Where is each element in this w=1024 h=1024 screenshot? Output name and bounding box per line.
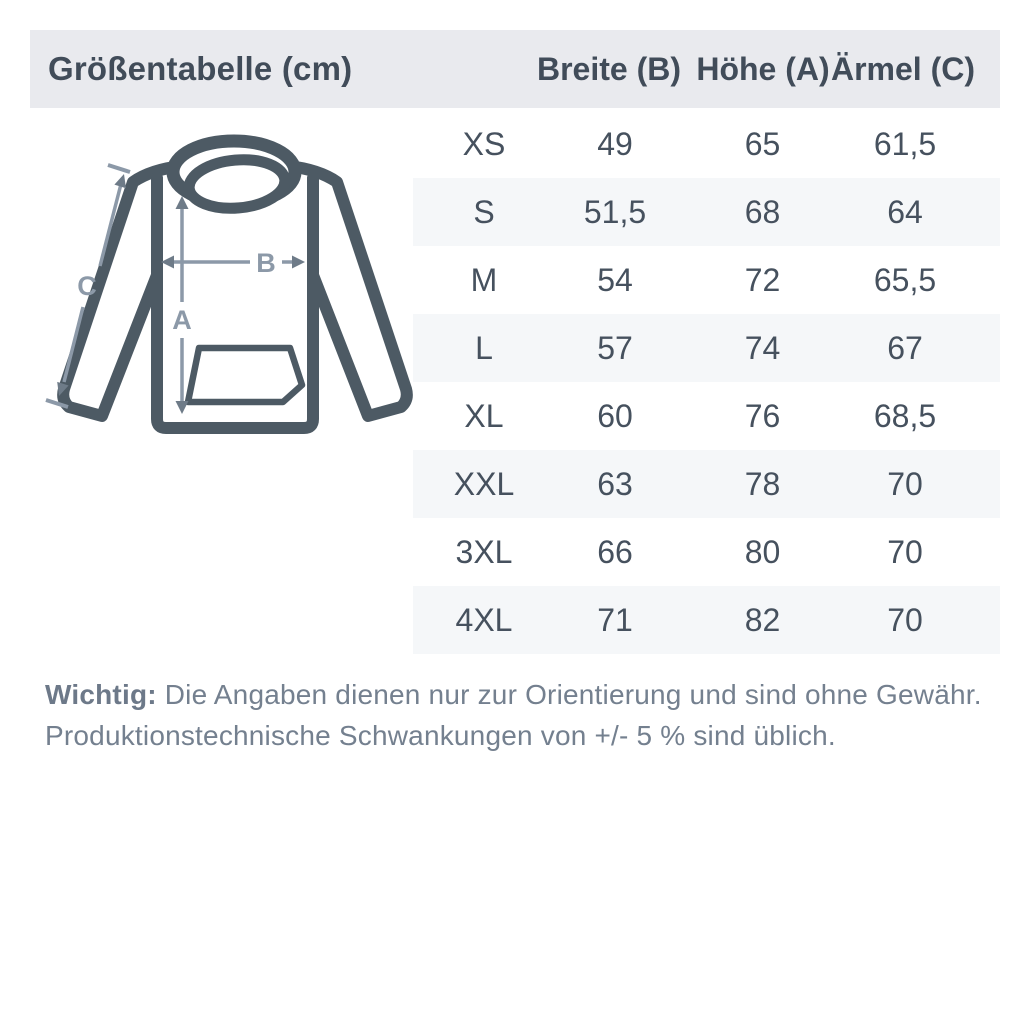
page-title: Größentabelle (cm): [48, 50, 353, 87]
hoehe-cell: 72: [744, 262, 781, 298]
disclaimer-bold: Wichtig:: [45, 679, 157, 710]
size-table: [413, 110, 1000, 654]
hoehe-cell: 80: [744, 534, 781, 570]
aermel-cell: 64: [887, 194, 923, 230]
pocket: [188, 348, 302, 402]
table-row: [413, 110, 1000, 178]
table-header: [30, 30, 1000, 108]
size-cell: 4XL: [455, 602, 513, 638]
aermel-cell: 65,5: [873, 262, 937, 298]
size-cell: XXL: [453, 466, 515, 502]
aermel-cell: 68,5: [873, 398, 937, 434]
size-cell: S: [473, 194, 495, 230]
aermel-cell: 70: [887, 466, 923, 502]
breite-cell: 66: [597, 534, 633, 570]
hoehe-cell: 82: [744, 602, 781, 638]
table-row: [413, 586, 1000, 654]
hoehe-cell: 76: [744, 398, 781, 434]
column-header-aermel: Ärmel (C): [830, 51, 976, 87]
aermel-cell: 70: [887, 534, 923, 570]
hoehe-cell: 78: [744, 466, 781, 502]
hoodie-measurement-diagram: [30, 120, 420, 450]
measure-b-label: B: [256, 248, 276, 278]
hoehe-cell: 68: [744, 194, 781, 230]
table-row: [413, 178, 1000, 246]
aermel-cell: 70: [887, 602, 923, 638]
size-cell: XS: [462, 126, 506, 162]
hoehe-cell: 74: [744, 330, 781, 366]
measure-c-arrowhead-top: [114, 174, 126, 188]
table-row: [413, 518, 1000, 586]
disclaimer-note: [45, 674, 985, 756]
measure-c-label: C: [77, 271, 97, 301]
breite-cell: 71: [597, 602, 633, 638]
table-row: [413, 314, 1000, 382]
measure-a-label: A: [172, 305, 192, 335]
column-header-breite: Breite (B): [536, 51, 682, 87]
breite-cell: 63: [597, 466, 633, 502]
aermel-cell: 61,5: [873, 126, 937, 162]
hood-inner: [187, 156, 287, 212]
disclaimer-line1: Die Angaben dienen nur zur Orientierung und sind ohne Gewähr.: [156, 679, 982, 710]
table-row: [413, 450, 1000, 518]
size-cell: L: [475, 330, 493, 366]
column-header-hoehe: Höhe (A): [696, 51, 830, 87]
breite-cell: 54: [597, 262, 633, 298]
size-cell: XL: [464, 398, 504, 434]
breite-cell: 60: [597, 398, 633, 434]
breite-cell: 49: [597, 126, 633, 162]
table-row: [413, 382, 1000, 450]
breite-cell: 57: [597, 330, 633, 366]
breite-cell: 51,5: [583, 194, 647, 230]
size-cell: M: [470, 262, 498, 298]
aermel-cell: 67: [887, 330, 923, 366]
table-row: [413, 246, 1000, 314]
disclaimer-line2: Produktionstechnische Schwankungen von +/- 5 % sind üblich.: [45, 720, 836, 751]
hoehe-cell: 65: [744, 126, 781, 162]
size-cell: 3XL: [455, 534, 513, 570]
